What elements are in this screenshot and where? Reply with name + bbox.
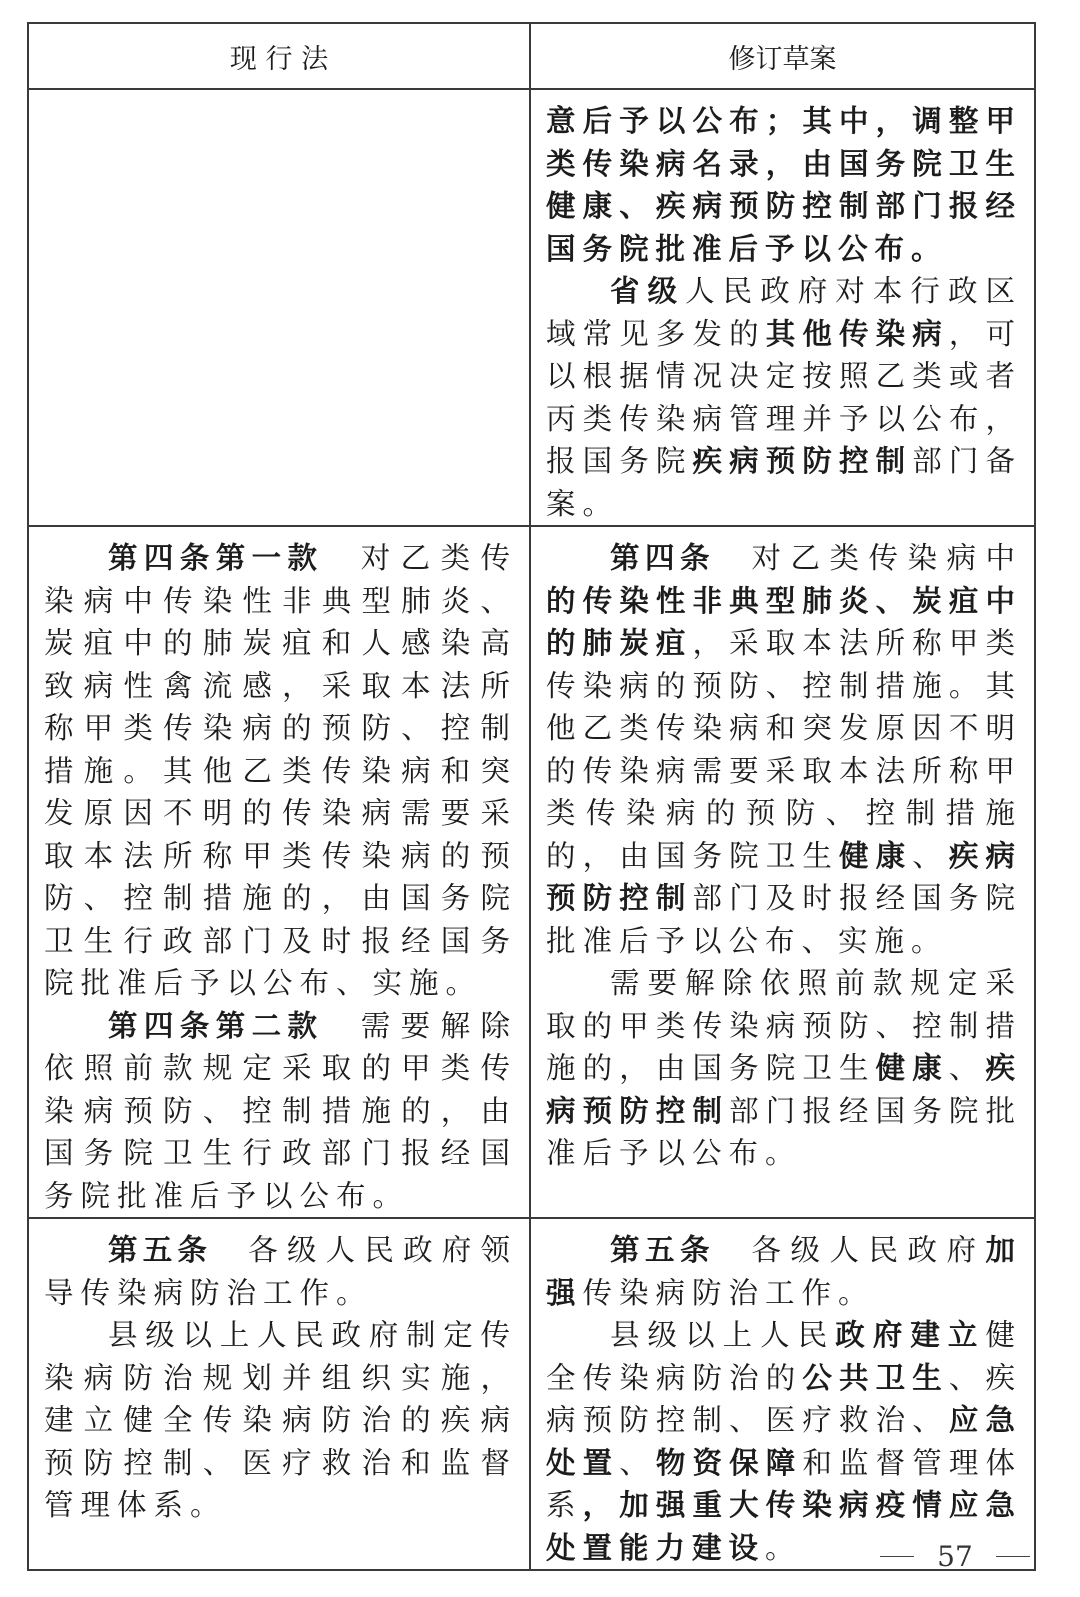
paragraph — [546, 270, 1022, 525]
table-header-row — [28, 23, 1035, 89]
text-segment: 对乙类传染病中传染性非典型肺炎、炭疽中的肺炭疽和人感染高致病性禽流感，采取本法所称甲类传染病的预防、控制措施。其他乙类传染病和突发原因不明的传染病需要采取本法所称甲类传染病的预防、控制措施的，由国务院卫生行政部门及时报经国务院批准后予以公布、实施。 — [44, 541, 517, 1000]
text-segment: 需要解除依照前款规定采取的甲类传染病预防、控制措施的，由国务院卫生行政部门报经国务院批准后予以公布。 — [44, 1008, 517, 1213]
text-segment: 和监督管理体系 — [546, 1445, 1022, 1522]
text-segment: 需要解除依照前款规定采取的甲类传染病预防、控制措施的，由国务院卫生 — [546, 966, 1022, 1085]
article-heading: 第五条 — [610, 1233, 715, 1267]
paragraph — [546, 962, 1022, 1175]
text-segment: ，可以根据情况决定按照乙类或者丙类传染病管理并予以公布，报国务院 — [546, 316, 1022, 478]
paragraph — [546, 537, 1022, 962]
page-number-value: 57 — [937, 1540, 973, 1573]
text-segment: 。 — [765, 1530, 802, 1565]
text-segment: 、 — [619, 1445, 656, 1480]
amended-text: 疾病预防控制 — [546, 838, 1022, 915]
current-law-text — [29, 527, 529, 1217]
text-segment: 部门报经国务院批准后予以公布。 — [546, 1093, 1022, 1170]
article-heading: 第四条第二款 — [108, 1008, 324, 1043]
page-number — [880, 1540, 1030, 1573]
text-segment: 传染病防治工作。 — [582, 1275, 875, 1310]
amended-text: 意后予以公布；其中，调整甲类传染病名录，由国务院卫生健康、疾病预防控制部门报经国务院批准后予以公布。 — [546, 104, 1022, 266]
article-heading: 第四条 — [610, 541, 715, 575]
amended-text: 公共卫生 — [802, 1360, 949, 1395]
amended-text: 健康 — [838, 838, 913, 873]
current-law-text — [29, 1219, 529, 1527]
amended-text: 应急处置 — [546, 1403, 1022, 1480]
cell-current-law — [28, 1218, 530, 1570]
paragraph — [44, 1005, 517, 1218]
amended-text: 其他传染病 — [765, 316, 949, 351]
article-heading: 第四条第一款 — [108, 541, 324, 575]
text-segment: 各级人民政府领导传染病防治工作。 — [44, 1233, 517, 1310]
amended-text: 政府建立 — [835, 1318, 986, 1352]
amended-text: 的传染性非典型肺炎、炭疽中的肺炭疽 — [546, 583, 1022, 660]
text-segment: 对乙类传染病中 — [749, 541, 1022, 575]
amended-text: 省级 — [610, 274, 686, 308]
table-row — [28, 89, 1035, 526]
amended-text: 疾病预防控制 — [692, 444, 913, 478]
article-heading: 第五条 — [108, 1233, 213, 1267]
cell-revision-draft — [530, 526, 1035, 1218]
table-row — [28, 1218, 1035, 1570]
text-segment: 部门备案。 — [546, 444, 1022, 521]
comparison-table — [27, 22, 1036, 1571]
paragraph — [546, 100, 1022, 270]
paragraph — [44, 537, 517, 1005]
cell-revision-draft — [530, 1218, 1035, 1570]
text-segment: 部门及时报经国务院批准后予以公布、实施。 — [546, 881, 1022, 958]
text-segment: 健全传染病防治的 — [546, 1318, 1022, 1395]
text-segment: 人民政府对本行政区域常见多发的 — [546, 274, 1022, 351]
paragraph — [546, 1229, 1022, 1314]
text-segment: 县级以上人民政府制定传染病防治规划并组织实施，建立健全传染病防治的疾病预防控制、医疗救治和监督管理体系。 — [44, 1318, 517, 1522]
amended-text: 健康 — [875, 1051, 949, 1085]
amended-text: 物资保障 — [655, 1445, 803, 1480]
table-row — [28, 526, 1035, 1218]
header-revision-draft: 修订草案 — [530, 23, 1035, 89]
paragraph — [546, 1314, 1022, 1569]
amended-text: 加强 — [546, 1233, 1022, 1310]
text-segment: ，采取本法所称甲类传染病的预防、控制措施。其他乙类传染病和突发原因不明的传染病需要采取本法所称甲类传染病的预防、控制措施的，由国务院卫生 — [546, 626, 1022, 873]
page-number-left-dash — [880, 1556, 914, 1557]
page-number-right-dash — [996, 1556, 1030, 1557]
cell-current-law — [28, 526, 530, 1218]
text-segment: 、 — [912, 838, 949, 873]
text-segment: 县级以上人民 — [610, 1318, 836, 1352]
text-segment: 、 — [948, 1051, 986, 1085]
paragraph — [44, 1314, 517, 1527]
revision-draft-text — [531, 527, 1034, 1175]
current-law-text — [29, 90, 529, 100]
paragraph — [44, 1229, 517, 1314]
header-current-law: 现 行 法 — [28, 23, 530, 89]
revision-draft-text — [531, 90, 1034, 525]
amended-text: ，加强重大传染病疫情应急处置能力建设 — [546, 1488, 1022, 1565]
cell-revision-draft — [530, 89, 1035, 526]
cell-current-law — [28, 89, 530, 526]
amended-text: 疾病预防控制 — [546, 1051, 1022, 1128]
text-segment: 、疾病预防控制、医疗救治、 — [546, 1360, 1022, 1437]
text-segment: 各级人民政府 — [749, 1233, 986, 1267]
revision-draft-text — [531, 1219, 1034, 1569]
